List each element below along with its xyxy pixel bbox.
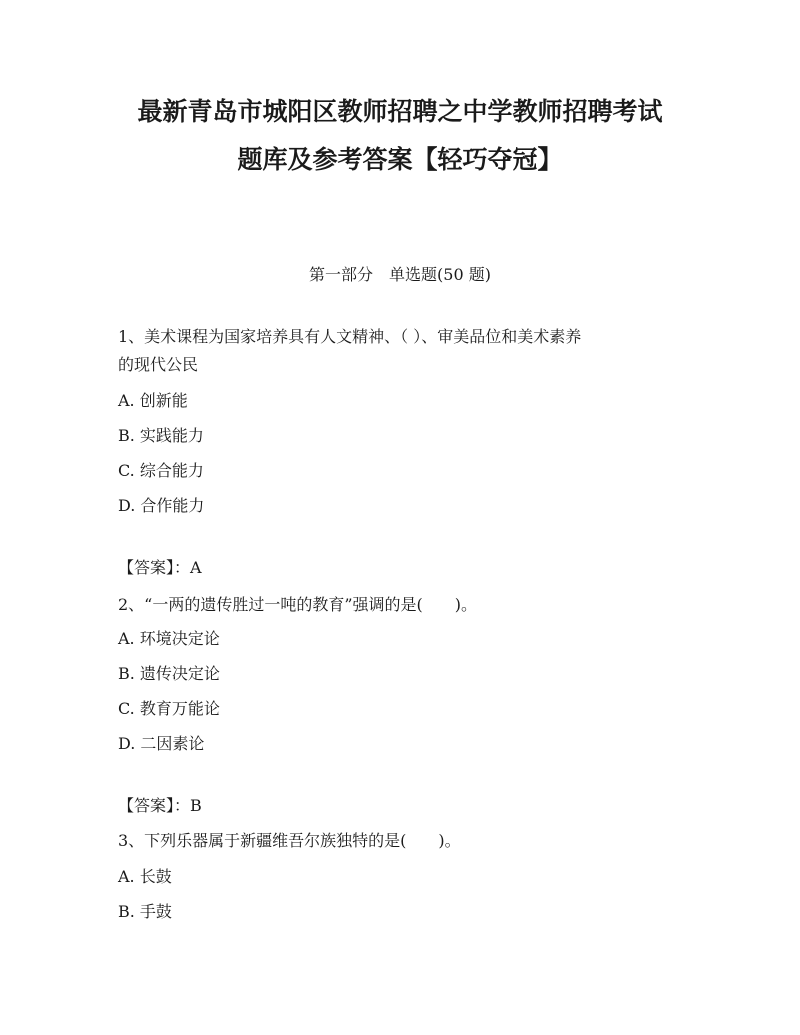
question-1-stem-line-1: 1、美术课程为国家培养具有人文精神、（ ）、审美品位和美术素养 bbox=[118, 327, 582, 346]
question-2-option-c: C. 教育万能论 bbox=[118, 699, 220, 718]
question-3-option-b: B. 手鼓 bbox=[118, 902, 172, 921]
section-heading: 第一部分 单选题(50 题) bbox=[309, 265, 491, 284]
question-1-answer: 【答案】：A bbox=[118, 558, 202, 577]
question-2-stem: 2、“一两的遗传胜过一吨的教育”强调的是( )。 bbox=[118, 595, 478, 614]
question-3-option-a: A. 长鼓 bbox=[118, 867, 172, 886]
document-title bbox=[0, 88, 800, 184]
title-line-2: 题库及参考答案【轻巧夺冠】 bbox=[237, 145, 563, 174]
question-1-option-a: A. 创新能 bbox=[118, 391, 188, 410]
title-line-1: 最新青岛市城阳区教师招聘之中学教师招聘考试 bbox=[137, 97, 663, 126]
question-2-option-b: B. 遗传决定论 bbox=[118, 664, 220, 683]
question-1-option-c: C. 综合能力 bbox=[118, 461, 204, 480]
question-1-option-d: D. 合作能力 bbox=[118, 496, 205, 515]
question-2-option-a: A. 环境决定论 bbox=[118, 629, 220, 648]
question-1-stem-line-2: 的现代公民 bbox=[118, 355, 199, 374]
question-2-answer: 【答案】：B bbox=[118, 796, 202, 815]
question-2-option-d: D. 二因素论 bbox=[118, 734, 205, 753]
question-3-stem: 3、下列乐器属于新疆维吾尔族独特的是( )。 bbox=[118, 831, 461, 850]
question-1-option-b: B. 实践能力 bbox=[118, 426, 204, 445]
